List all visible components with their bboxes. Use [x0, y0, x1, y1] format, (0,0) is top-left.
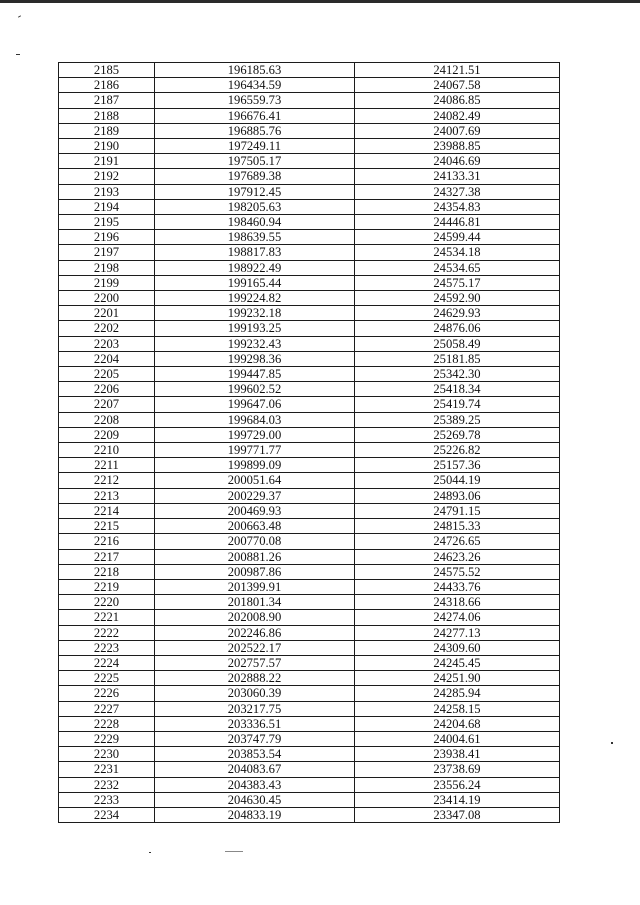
row-index-cell: 2234: [59, 807, 155, 822]
value-b-cell: 24575.17: [355, 275, 560, 290]
table-row: [59, 351, 560, 366]
value-b-cell: 24534.65: [355, 260, 560, 275]
row-index-cell: 2219: [59, 579, 155, 594]
value-a-cell: 200881.26: [155, 549, 355, 564]
value-b-cell: 25181.85: [355, 351, 560, 366]
row-index-cell: 2230: [59, 747, 155, 762]
value-b-cell: 25157.36: [355, 458, 560, 473]
value-b-cell: 24046.69: [355, 154, 560, 169]
table-row: [59, 640, 560, 655]
row-index-cell: 2196: [59, 230, 155, 245]
value-a-cell: 199729.00: [155, 427, 355, 442]
table-row: [59, 108, 560, 123]
value-a-cell: 200051.64: [155, 473, 355, 488]
value-a-cell: 199224.82: [155, 291, 355, 306]
value-a-cell: 200987.86: [155, 564, 355, 579]
row-index-cell: 2218: [59, 564, 155, 579]
row-index-cell: 2209: [59, 427, 155, 442]
value-a-cell: 199684.03: [155, 412, 355, 427]
value-b-cell: 23347.08: [355, 807, 560, 822]
value-a-cell: 199602.52: [155, 382, 355, 397]
value-b-cell: 24004.61: [355, 731, 560, 746]
value-a-cell: 203336.51: [155, 716, 355, 731]
value-a-cell: 197249.11: [155, 139, 355, 154]
table-row: [59, 655, 560, 670]
row-index-cell: 2217: [59, 549, 155, 564]
row-index-cell: 2223: [59, 640, 155, 655]
value-b-cell: 23738.69: [355, 762, 560, 777]
row-index-cell: 2193: [59, 184, 155, 199]
scan-speck: [225, 851, 243, 852]
table-row: [59, 473, 560, 488]
table-row: [59, 716, 560, 731]
row-index-cell: 2202: [59, 321, 155, 336]
scan-speck: [18, 15, 21, 17]
value-a-cell: 203217.75: [155, 701, 355, 716]
table-row: [59, 139, 560, 154]
row-index-cell: 2205: [59, 367, 155, 382]
value-b-cell: 24082.49: [355, 108, 560, 123]
value-a-cell: 198639.55: [155, 230, 355, 245]
table-row: [59, 154, 560, 169]
data-table-container: [58, 62, 559, 823]
value-a-cell: 197912.45: [155, 184, 355, 199]
row-index-cell: 2191: [59, 154, 155, 169]
table-row: [59, 792, 560, 807]
row-index-cell: 2187: [59, 93, 155, 108]
value-b-cell: 24815.33: [355, 519, 560, 534]
table-row: [59, 275, 560, 290]
table-row: [59, 306, 560, 321]
table-row: [59, 443, 560, 458]
row-index-cell: 2203: [59, 336, 155, 351]
value-a-cell: 204383.43: [155, 777, 355, 792]
table-row: [59, 503, 560, 518]
value-b-cell: 25389.25: [355, 412, 560, 427]
row-index-cell: 2221: [59, 610, 155, 625]
value-b-cell: 24893.06: [355, 488, 560, 503]
value-b-cell: 24726.65: [355, 534, 560, 549]
table-row: [59, 564, 560, 579]
value-a-cell: 199647.06: [155, 397, 355, 412]
value-a-cell: 199232.18: [155, 306, 355, 321]
value-b-cell: 24575.52: [355, 564, 560, 579]
value-b-cell: 24629.93: [355, 306, 560, 321]
row-index-cell: 2222: [59, 625, 155, 640]
value-b-cell: 25269.78: [355, 427, 560, 442]
value-b-cell: 24251.90: [355, 671, 560, 686]
value-a-cell: 204083.67: [155, 762, 355, 777]
value-b-cell: 23414.19: [355, 792, 560, 807]
row-index-cell: 2195: [59, 215, 155, 230]
value-a-cell: 196676.41: [155, 108, 355, 123]
row-index-cell: 2206: [59, 382, 155, 397]
value-a-cell: 196559.73: [155, 93, 355, 108]
value-b-cell: 24007.69: [355, 123, 560, 138]
table-row: [59, 321, 560, 336]
value-b-cell: 25342.30: [355, 367, 560, 382]
row-index-cell: 2211: [59, 458, 155, 473]
value-b-cell: 24258.15: [355, 701, 560, 716]
value-a-cell: 199232.43: [155, 336, 355, 351]
data-table: [58, 62, 560, 823]
value-a-cell: 200663.48: [155, 519, 355, 534]
table-row: [59, 534, 560, 549]
row-index-cell: 2192: [59, 169, 155, 184]
row-index-cell: 2200: [59, 291, 155, 306]
row-index-cell: 2233: [59, 792, 155, 807]
value-b-cell: 25226.82: [355, 443, 560, 458]
value-b-cell: 24133.31: [355, 169, 560, 184]
value-b-cell: 24354.83: [355, 199, 560, 214]
row-index-cell: 2185: [59, 63, 155, 78]
row-index-cell: 2199: [59, 275, 155, 290]
table-row: [59, 747, 560, 762]
value-a-cell: 198205.63: [155, 199, 355, 214]
row-index-cell: 2226: [59, 686, 155, 701]
value-b-cell: 23556.24: [355, 777, 560, 792]
value-b-cell: 24446.81: [355, 215, 560, 230]
row-index-cell: 2228: [59, 716, 155, 731]
table-row: [59, 382, 560, 397]
value-a-cell: 203747.79: [155, 731, 355, 746]
table-row: [59, 199, 560, 214]
value-b-cell: 24309.60: [355, 640, 560, 655]
value-b-cell: 24327.38: [355, 184, 560, 199]
value-b-cell: 24318.66: [355, 595, 560, 610]
value-a-cell: 204833.19: [155, 807, 355, 822]
value-a-cell: 198460.94: [155, 215, 355, 230]
table-row: [59, 397, 560, 412]
value-a-cell: 198922.49: [155, 260, 355, 275]
row-index-cell: 2189: [59, 123, 155, 138]
value-b-cell: 25419.74: [355, 397, 560, 412]
value-a-cell: 196885.76: [155, 123, 355, 138]
value-a-cell: 201801.34: [155, 595, 355, 610]
row-index-cell: 2224: [59, 655, 155, 670]
table-row: [59, 260, 560, 275]
page-top-edge: [0, 0, 640, 3]
row-index-cell: 2210: [59, 443, 155, 458]
table-row: [59, 123, 560, 138]
value-b-cell: 23938.41: [355, 747, 560, 762]
row-index-cell: 2212: [59, 473, 155, 488]
value-a-cell: 197689.38: [155, 169, 355, 184]
table-row: [59, 519, 560, 534]
value-a-cell: 198817.83: [155, 245, 355, 260]
value-a-cell: 200229.37: [155, 488, 355, 503]
value-b-cell: 24791.15: [355, 503, 560, 518]
table-row: [59, 367, 560, 382]
value-b-cell: 24433.76: [355, 579, 560, 594]
table-row: [59, 701, 560, 716]
value-b-cell: 24534.18: [355, 245, 560, 260]
row-index-cell: 2214: [59, 503, 155, 518]
row-index-cell: 2231: [59, 762, 155, 777]
table-row: [59, 336, 560, 351]
value-b-cell: 24285.94: [355, 686, 560, 701]
scan-speck: [149, 852, 151, 853]
table-row: [59, 63, 560, 78]
row-index-cell: 2215: [59, 519, 155, 534]
row-index-cell: 2229: [59, 731, 155, 746]
row-index-cell: 2197: [59, 245, 155, 260]
value-a-cell: 204630.45: [155, 792, 355, 807]
value-b-cell: 24067.58: [355, 78, 560, 93]
value-b-cell: 24086.85: [355, 93, 560, 108]
table-row: [59, 93, 560, 108]
value-b-cell: 25044.19: [355, 473, 560, 488]
value-a-cell: 203060.39: [155, 686, 355, 701]
value-a-cell: 197505.17: [155, 154, 355, 169]
scan-speck: [611, 742, 613, 744]
value-a-cell: 202246.86: [155, 625, 355, 640]
row-index-cell: 2216: [59, 534, 155, 549]
value-b-cell: 24121.51: [355, 63, 560, 78]
value-a-cell: 202522.17: [155, 640, 355, 655]
table-row: [59, 625, 560, 640]
value-b-cell: 24623.26: [355, 549, 560, 564]
value-a-cell: 202008.90: [155, 610, 355, 625]
row-index-cell: 2213: [59, 488, 155, 503]
row-index-cell: 2198: [59, 260, 155, 275]
table-row: [59, 777, 560, 792]
value-b-cell: 24204.68: [355, 716, 560, 731]
row-index-cell: 2227: [59, 701, 155, 716]
table-row: [59, 488, 560, 503]
value-b-cell: 24876.06: [355, 321, 560, 336]
row-index-cell: 2188: [59, 108, 155, 123]
table-row: [59, 595, 560, 610]
table-row: [59, 215, 560, 230]
value-b-cell: 24599.44: [355, 230, 560, 245]
table-row: [59, 230, 560, 245]
value-a-cell: 202757.57: [155, 655, 355, 670]
row-index-cell: 2186: [59, 78, 155, 93]
table-row: [59, 412, 560, 427]
table-row: [59, 579, 560, 594]
table-row: [59, 731, 560, 746]
value-a-cell: 199298.36: [155, 351, 355, 366]
value-a-cell: 201399.91: [155, 579, 355, 594]
table-row: [59, 245, 560, 260]
value-b-cell: 24592.90: [355, 291, 560, 306]
value-a-cell: 199193.25: [155, 321, 355, 336]
table-row: [59, 671, 560, 686]
table-row: [59, 807, 560, 822]
table-row: [59, 184, 560, 199]
value-a-cell: 200469.93: [155, 503, 355, 518]
table-row: [59, 610, 560, 625]
table-row: [59, 686, 560, 701]
scan-speck: [16, 54, 20, 55]
table-row: [59, 78, 560, 93]
row-index-cell: 2220: [59, 595, 155, 610]
value-a-cell: 196185.63: [155, 63, 355, 78]
value-a-cell: 203853.54: [155, 747, 355, 762]
value-a-cell: 199899.09: [155, 458, 355, 473]
row-index-cell: 2208: [59, 412, 155, 427]
table-row: [59, 458, 560, 473]
table-row: [59, 427, 560, 442]
value-a-cell: 199447.85: [155, 367, 355, 382]
value-b-cell: 23988.85: [355, 139, 560, 154]
data-table-body: [59, 63, 560, 823]
value-a-cell: 199165.44: [155, 275, 355, 290]
row-index-cell: 2225: [59, 671, 155, 686]
value-b-cell: 24277.13: [355, 625, 560, 640]
row-index-cell: 2204: [59, 351, 155, 366]
value-a-cell: 200770.08: [155, 534, 355, 549]
table-row: [59, 169, 560, 184]
row-index-cell: 2201: [59, 306, 155, 321]
value-b-cell: 25058.49: [355, 336, 560, 351]
row-index-cell: 2194: [59, 199, 155, 214]
row-index-cell: 2207: [59, 397, 155, 412]
table-row: [59, 762, 560, 777]
value-a-cell: 196434.59: [155, 78, 355, 93]
value-a-cell: 199771.77: [155, 443, 355, 458]
value-b-cell: 25418.34: [355, 382, 560, 397]
table-row: [59, 549, 560, 564]
value-a-cell: 202888.22: [155, 671, 355, 686]
row-index-cell: 2232: [59, 777, 155, 792]
value-b-cell: 24274.06: [355, 610, 560, 625]
table-row: [59, 291, 560, 306]
row-index-cell: 2190: [59, 139, 155, 154]
value-b-cell: 24245.45: [355, 655, 560, 670]
